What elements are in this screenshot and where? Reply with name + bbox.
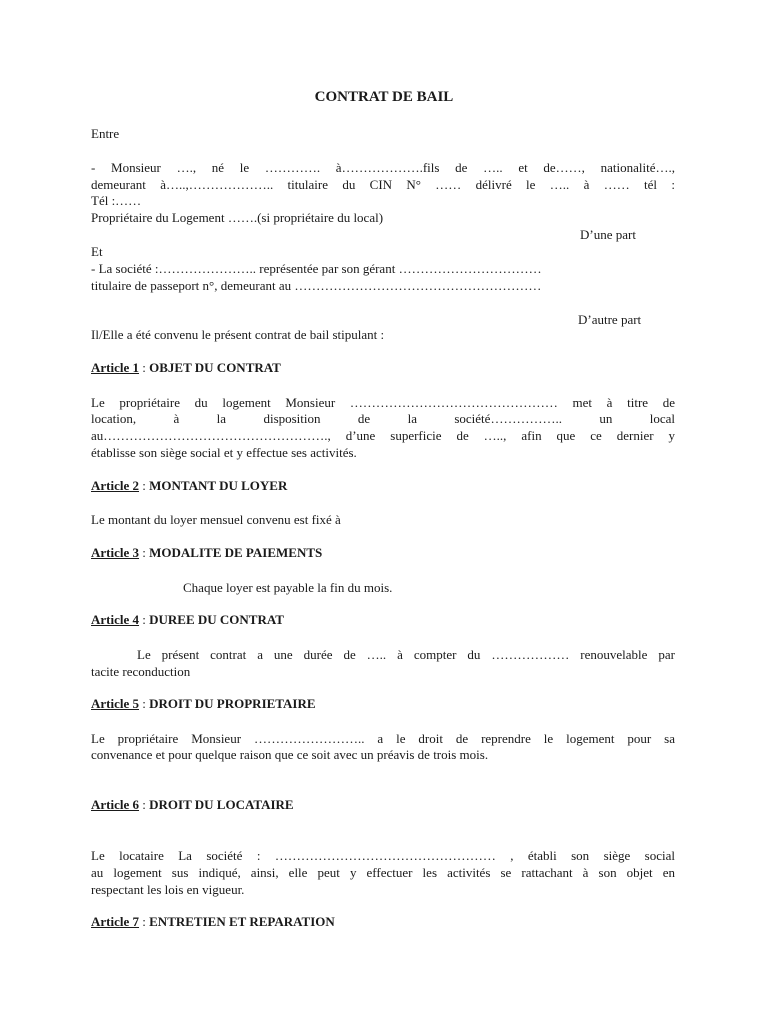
article1-line4: établisse son siège social et y effectue ses activités. — [91, 445, 357, 460]
article-heading: Article 4 : DUREE DU CONTRAT — [91, 612, 284, 627]
party1-line3: Tél :…… — [91, 193, 142, 208]
article1-line1: Le propriétaire du logement Monsieur ………………………………………… met à titre de — [91, 395, 675, 410]
article-number: Article 5 — [91, 696, 140, 711]
et-text: Et — [91, 244, 103, 259]
article-number: Article 3 — [91, 545, 140, 560]
article-title: DUREE DU CONTRAT — [149, 612, 284, 627]
article-title: DROIT DU PROPRIETAIRE — [149, 696, 316, 711]
article6-line2: au logement sus indiqué, ainsi, elle peut y effectuer les activités se rattachant à son objet en — [91, 865, 675, 880]
party1-line1: - Monsieur …., né le …………. à……………….fils de ….. et de……, nationalité…., — [91, 160, 675, 175]
document-title: CONTRAT DE BAIL — [314, 89, 454, 105]
article-heading: Article 2 : MONTANT DU LOYER — [91, 478, 288, 493]
article6-line3: respectant les lois en vigueur. — [91, 882, 245, 897]
article-title: MODALITE DE PAIEMENTS — [149, 545, 323, 560]
article-number: Article 4 — [91, 612, 140, 627]
article-heading: Article 3 : MODALITE DE PAIEMENTS — [91, 545, 323, 560]
article2-line1: Le montant du loyer mensuel convenu est fixé à — [91, 512, 341, 527]
article5-line1: Le propriétaire Monsieur …………………….. a le droit de reprendre le logement pour sa — [91, 731, 675, 746]
article5-line2: convenance et pour quelque raison que ce soit avec un préavis de trois mois. — [91, 747, 489, 762]
article-heading: Article 5 : DROIT DU PROPRIETAIRE — [91, 696, 316, 711]
article-title: MONTANT DU LOYER — [149, 478, 288, 493]
article-number: Article 2 — [91, 478, 140, 493]
first-party-label: D’une part — [580, 227, 636, 242]
party1-line2: demeurant à…..,……………….. titulaire du CIN N° …… délivré le ….. à …… tél : — [91, 177, 675, 192]
party1-line4: Propriétaire du Logement …….(si propriétaire du local) — [91, 210, 384, 225]
article-number: Article 7 — [91, 914, 140, 929]
article6-line1: Le locataire La société : …………………………………………… , établi son siège social — [91, 848, 675, 863]
party2-line2: titulaire de passeport n°, demeurant au ………………………………………………… — [91, 278, 542, 293]
article4-line2: tacite reconduction — [91, 664, 191, 679]
article-title: ENTRETIEN ET REPARATION — [149, 914, 335, 929]
article3-line1: Chaque loyer est payable la fin du mois. — [183, 580, 393, 595]
article4-line1: Le présent contrat a une durée de ….. à compter du ……………… renouvelable par — [137, 647, 675, 662]
article1-line2: location, à la disposition de la société…………….. un local — [91, 411, 675, 426]
article1-line3: au……………………………………………., d’une superficie de ….., afin que ce dernier y — [91, 428, 675, 443]
article-number: Article 6 — [91, 797, 140, 812]
article-heading: Article 1 : OBJET DU CONTRAT — [91, 360, 281, 375]
article-heading: Article 7 : ENTRETIEN ET REPARATION — [91, 914, 335, 929]
entre-text: Entre — [91, 126, 120, 141]
agreement-statement: Il/Elle a été convenu le présent contrat de bail stipulant : — [91, 327, 385, 342]
article-number: Article 1 — [91, 360, 140, 375]
party2-line1: - La société :………………….. représentée par son gérant …………………………… — [91, 261, 542, 276]
article-title: DROIT DU LOCATAIRE — [149, 797, 294, 812]
second-party-label: D’autre part — [578, 312, 642, 327]
article-title: OBJET DU CONTRAT — [149, 360, 281, 375]
article-heading: Article 6 : DROIT DU LOCATAIRE — [91, 797, 294, 812]
